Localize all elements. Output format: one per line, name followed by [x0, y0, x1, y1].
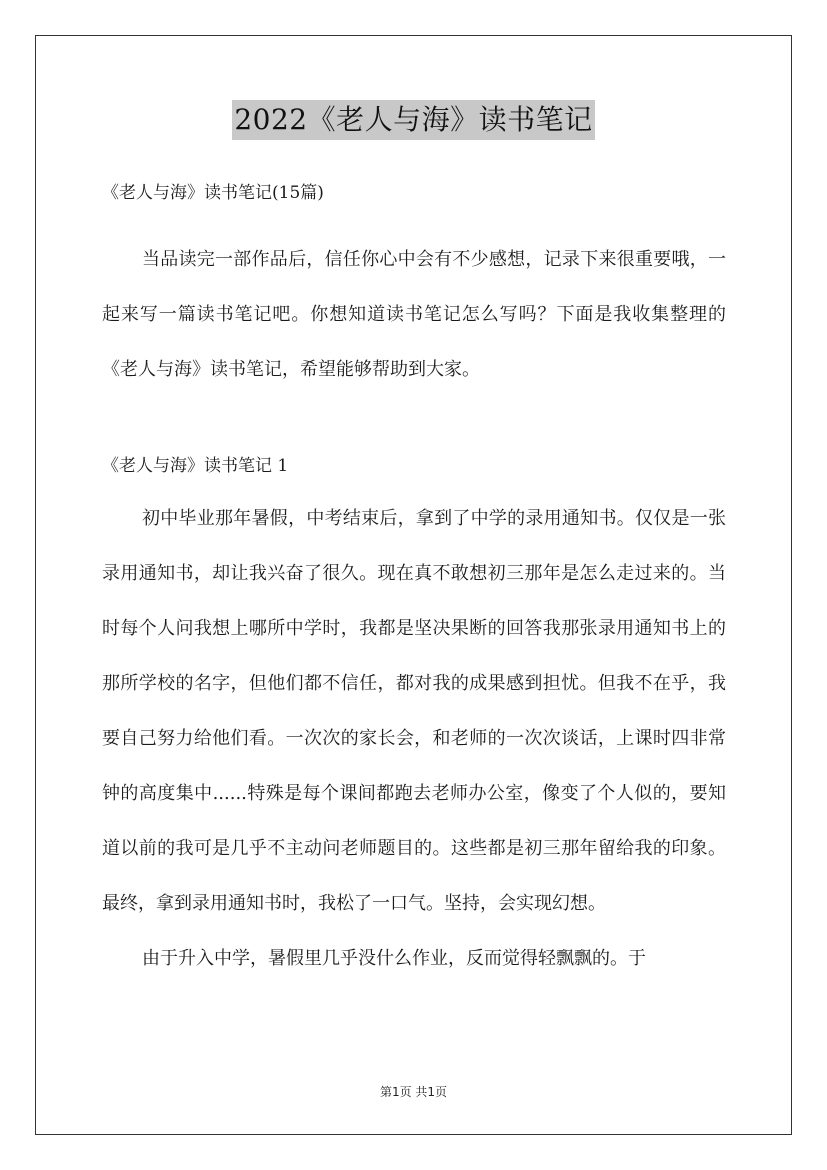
body-paragraph-2: 由于升入中学，暑假里几乎没什么作业，反而觉得轻飘飘的。于: [142, 948, 646, 969]
document-title: 2022《老人与海》读书笔记: [232, 100, 594, 140]
subtitle-collection: 《老人与海》读书笔记(15篇): [102, 183, 324, 203]
document-body: [102, 176, 726, 986]
intro-paragraph: 当品读完一部作品后，信任你心中会有不少感想，记录下来很重要哦，一起来写一篇读书笔记吧。你想知道读书笔记怎么写吗？下面是我收集整理的《老人与海》读书笔记，希望能够帮助到大家。: [102, 249, 726, 380]
subtitle-section-1: 《老人与海》读书笔记 1: [102, 456, 289, 476]
body-paragraph-1: 初中毕业那年暑假，中考结束后，拿到了中学的录用通知书。仅仅是一张录用通知书，却让我兴奋了很久。现在真不敢想初三那年是怎么走过来的。当时每个人问我想上哪所中学时，我都是坚决果断的回答我那张录用通知书上的那所学校的名字，但他们都不信任，都对我的成果感到担忧。但我不在乎，我要自己努力给他们看。一次次的家长会，和老师的一次次谈话，上课时四非常钟的高度集中......特殊是每个课间都跑去老师办公室，像变了个人似的，要知道以前的我可是几乎不主动问老师题目的。这些都是初三那年留给我的印象。最终，拿到录用通知书时，我松了一口气。坚持，会实现幻想。: [102, 508, 726, 914]
title-container: [0, 100, 827, 140]
page-footer: 第1页 共1页: [379, 1085, 448, 1099]
